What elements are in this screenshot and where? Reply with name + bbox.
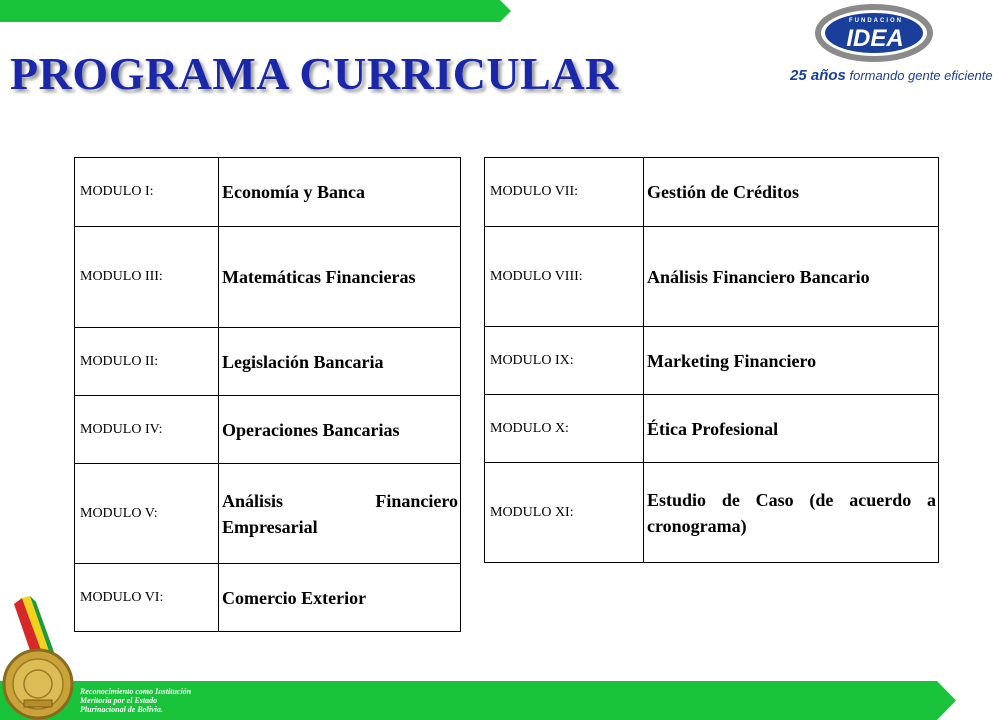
module-label: MODULO V: (75, 464, 219, 564)
logo-name: IDEA (846, 25, 904, 52)
module-name: Matemáticas Financieras (219, 227, 461, 328)
table-row (485, 463, 939, 563)
table-row (75, 158, 461, 227)
module-label: MODULO VI: (75, 564, 219, 632)
top-green-bar (0, 0, 512, 22)
table-row (485, 395, 939, 463)
footer-recognition-text (80, 687, 260, 714)
table-row (485, 227, 939, 327)
bolivia-medal-icon (0, 596, 80, 720)
table-row (75, 328, 461, 396)
fundacion-idea-logo-icon (786, 0, 960, 100)
table-row (75, 227, 461, 328)
module-label: MODULO VIII: (485, 227, 644, 327)
module-label: MODULO I: (75, 158, 219, 227)
module-label: MODULO II: (75, 328, 219, 396)
logo-tagline (790, 67, 993, 84)
module-name: Gestión de Créditos (644, 158, 939, 227)
table-row (75, 396, 461, 464)
module-label: MODULO VII: (485, 158, 644, 227)
module-label: MODULO X: (485, 395, 644, 463)
logo-tagline-rest: formando gente eficiente (849, 68, 993, 83)
logo-tagline-strong: 25 años (790, 67, 846, 84)
module-name: Economía y Banca (219, 158, 461, 227)
modules-table-right (484, 157, 939, 563)
table-row (75, 564, 461, 632)
module-name: Comercio Exterior (219, 564, 461, 632)
module-name: Estudio de Caso (de acuerdo a cronograma) (644, 463, 939, 563)
footer-line-2: Meritoria por el Estado (80, 696, 158, 705)
module-label: MODULO IV: (75, 396, 219, 464)
module-name: Ética Profesional (644, 395, 939, 463)
footer-line-3: Plurinacional de Bolivia. (80, 705, 163, 714)
module-label: MODULO IX: (485, 327, 644, 395)
module-label: MODULO XI: (485, 463, 644, 563)
table-row (485, 327, 939, 395)
module-name: Marketing Financiero (644, 327, 939, 395)
module-name: Legislación Bancaria (219, 328, 461, 396)
module-label: MODULO III: (75, 227, 219, 328)
module-name: Análisis Financiero Bancario (644, 227, 939, 327)
footer-line-1: Reconocimiento como Institución (80, 687, 192, 696)
table-row (75, 464, 461, 564)
table-row (485, 158, 939, 227)
module-name: Análisis Financiero Empresarial (219, 464, 461, 564)
modules-table-left (74, 157, 461, 632)
logo-top-text: FUNDACION (849, 18, 903, 24)
page-title: PROGRAMA CURRICULAR (10, 48, 619, 99)
module-name: Operaciones Bancarias (219, 396, 461, 464)
